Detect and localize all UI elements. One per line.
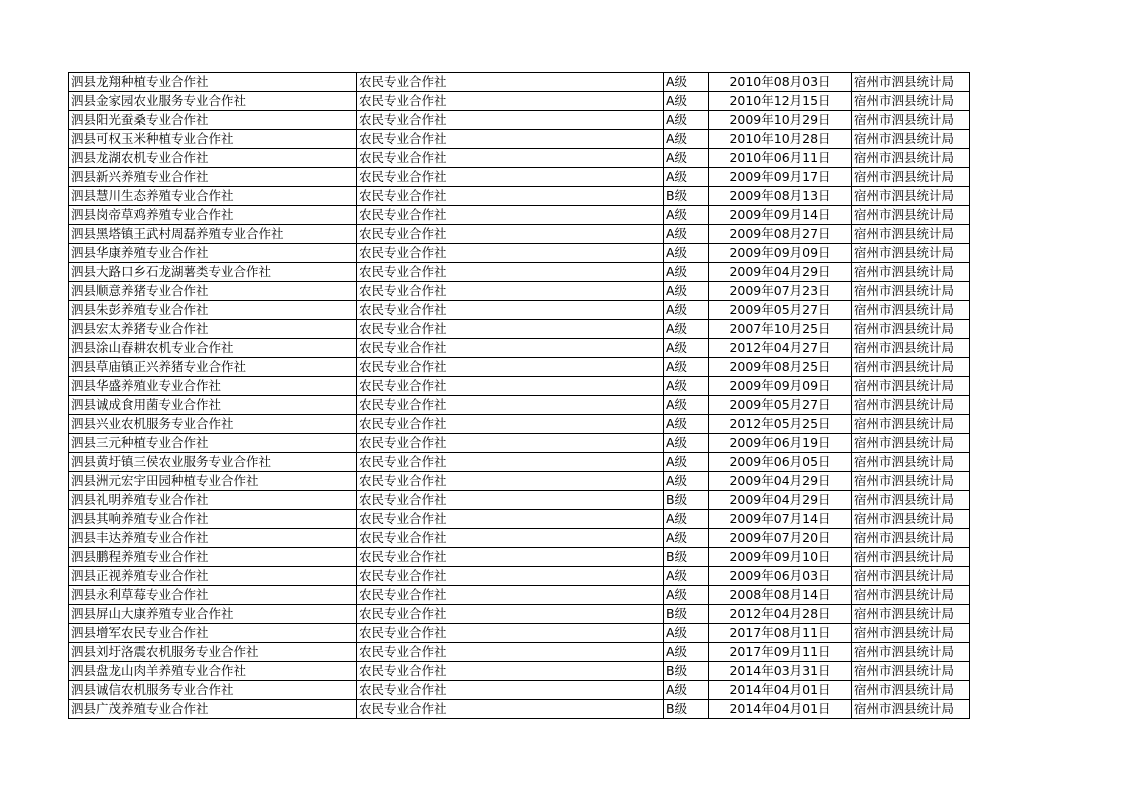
issuing-org-cell[interactable]: 宿州市泗县统计局 <box>852 472 970 491</box>
cooperative-type-cell[interactable]: 农民专业合作社 <box>357 225 664 244</box>
issuing-org-cell[interactable]: 宿州市泗县统计局 <box>852 92 970 111</box>
grade-cell[interactable]: A级 <box>664 92 709 111</box>
issuing-org-cell[interactable]: 宿州市泗县统计局 <box>852 187 970 206</box>
table-row <box>69 548 970 567</box>
date-cell[interactable]: 2010年10月28日 <box>709 130 852 149</box>
cooperative-type-cell[interactable]: 农民专业合作社 <box>357 529 664 548</box>
cooperative-type-cell[interactable]: 农民专业合作社 <box>357 168 664 187</box>
date-cell[interactable]: 2007年10月25日 <box>709 320 852 339</box>
cooperative-table <box>68 72 970 719</box>
table-row <box>69 700 970 719</box>
issuing-org-cell[interactable]: 宿州市泗县统计局 <box>852 548 970 567</box>
cooperative-type-cell[interactable]: 农民专业合作社 <box>357 111 664 130</box>
issuing-org-cell[interactable]: 宿州市泗县统计局 <box>852 453 970 472</box>
cooperative-type-cell[interactable]: 农民专业合作社 <box>357 624 664 643</box>
cooperative-name-cell[interactable]: 泗县黑塔镇王武村周磊养殖专业合作社 <box>69 225 357 244</box>
cooperative-name-cell[interactable]: 泗县丰达养殖专业合作社 <box>69 529 357 548</box>
issuing-org-cell[interactable]: 宿州市泗县统计局 <box>852 605 970 624</box>
table-row <box>69 377 970 396</box>
table-row <box>69 282 970 301</box>
issuing-org-cell[interactable]: 宿州市泗县统计局 <box>852 358 970 377</box>
issuing-org-cell[interactable]: 宿州市泗县统计局 <box>852 73 970 92</box>
issuing-org-cell[interactable]: 宿州市泗县统计局 <box>852 263 970 282</box>
grade-cell[interactable]: B级 <box>664 700 709 719</box>
cooperative-name-cell[interactable]: 泗县顺意养猪专业合作社 <box>69 282 357 301</box>
table-row <box>69 415 970 434</box>
issuing-org-cell[interactable]: 宿州市泗县统计局 <box>852 567 970 586</box>
date-cell[interactable]: 2009年07月23日 <box>709 282 852 301</box>
cooperative-name-cell[interactable]: 泗县华康养殖专业合作社 <box>69 244 357 263</box>
grade-cell[interactable]: A级 <box>664 681 709 700</box>
cooperative-type-cell[interactable]: 农民专业合作社 <box>357 92 664 111</box>
date-cell[interactable]: 2009年04月29日 <box>709 263 852 282</box>
table-row <box>69 662 970 681</box>
issuing-org-cell[interactable]: 宿州市泗县统计局 <box>852 377 970 396</box>
grade-cell[interactable]: A级 <box>664 624 709 643</box>
cooperative-name-cell[interactable]: 泗县慧川生态养殖专业合作社 <box>69 187 357 206</box>
grade-cell[interactable]: A级 <box>664 472 709 491</box>
table-row <box>69 472 970 491</box>
date-cell[interactable]: 2012年05月25日 <box>709 415 852 434</box>
table-row <box>69 301 970 320</box>
cooperative-name-cell[interactable]: 泗县新兴养殖专业合作社 <box>69 168 357 187</box>
date-cell[interactable]: 2017年08月11日 <box>709 624 852 643</box>
date-cell[interactable]: 2009年09月10日 <box>709 548 852 567</box>
issuing-org-cell[interactable]: 宿州市泗县统计局 <box>852 111 970 130</box>
date-cell[interactable]: 2009年08月25日 <box>709 358 852 377</box>
grade-cell[interactable]: A级 <box>664 320 709 339</box>
issuing-org-cell[interactable]: 宿州市泗县统计局 <box>852 244 970 263</box>
grade-cell[interactable]: A级 <box>664 377 709 396</box>
table-row <box>69 73 970 92</box>
cooperative-name-cell[interactable]: 泗县其响养殖专业合作社 <box>69 510 357 529</box>
grade-cell[interactable]: A级 <box>664 206 709 225</box>
cooperative-name-cell[interactable]: 泗县鹏程养殖专业合作社 <box>69 548 357 567</box>
issuing-org-cell[interactable]: 宿州市泗县统计局 <box>852 529 970 548</box>
cooperative-name-cell[interactable]: 泗县金家园农业服务专业合作社 <box>69 92 357 111</box>
cooperative-name-cell[interactable]: 泗县黄圩镇三侯农业服务专业合作社 <box>69 453 357 472</box>
cooperative-name-cell[interactable]: 泗县增军农民专业合作社 <box>69 624 357 643</box>
cooperative-name-cell[interactable]: 泗县草庙镇正兴养猪专业合作社 <box>69 358 357 377</box>
grade-cell[interactable]: A级 <box>664 225 709 244</box>
table-row <box>69 358 970 377</box>
date-cell[interactable]: 2014年03月31日 <box>709 662 852 681</box>
cooperative-name-cell[interactable]: 泗县华盛养殖业专业合作社 <box>69 377 357 396</box>
cooperative-name-cell[interactable]: 泗县盘龙山肉羊养殖专业合作社 <box>69 662 357 681</box>
grade-cell[interactable]: B级 <box>664 187 709 206</box>
cooperative-type-cell[interactable]: 农民专业合作社 <box>357 700 664 719</box>
cooperative-type-cell[interactable]: 农民专业合作社 <box>357 567 664 586</box>
issuing-org-cell[interactable]: 宿州市泗县统计局 <box>852 662 970 681</box>
issuing-org-cell[interactable]: 宿州市泗县统计局 <box>852 320 970 339</box>
cooperative-name-cell[interactable]: 泗县宏太养猪专业合作社 <box>69 320 357 339</box>
cooperative-name-cell[interactable]: 泗县永利草莓专业合作社 <box>69 586 357 605</box>
table-row <box>69 206 970 225</box>
table-row <box>69 168 970 187</box>
date-cell[interactable]: 2009年07月14日 <box>709 510 852 529</box>
date-cell[interactable]: 2014年04月01日 <box>709 681 852 700</box>
date-cell[interactable]: 2009年09月17日 <box>709 168 852 187</box>
issuing-org-cell[interactable]: 宿州市泗县统计局 <box>852 434 970 453</box>
table-row <box>69 434 970 453</box>
date-cell[interactable]: 2009年06月05日 <box>709 453 852 472</box>
cooperative-name-cell[interactable]: 泗县大路口乡石龙湖薯类专业合作社 <box>69 263 357 282</box>
date-cell[interactable]: 2009年04月29日 <box>709 472 852 491</box>
date-cell[interactable]: 2014年04月01日 <box>709 700 852 719</box>
cooperative-type-cell[interactable]: 农民专业合作社 <box>357 415 664 434</box>
cooperative-name-cell[interactable]: 泗县礼明养殖专业合作社 <box>69 491 357 510</box>
cooperative-type-cell[interactable]: 农民专业合作社 <box>357 149 664 168</box>
table-row <box>69 244 970 263</box>
cooperative-name-cell[interactable]: 泗县阳光蚕桑专业合作社 <box>69 111 357 130</box>
grade-cell[interactable]: A级 <box>664 510 709 529</box>
cooperative-name-cell[interactable]: 泗县三元种植专业合作社 <box>69 434 357 453</box>
grade-cell[interactable]: A级 <box>664 358 709 377</box>
cooperative-type-cell[interactable]: 农民专业合作社 <box>357 187 664 206</box>
date-cell[interactable]: 2010年12月15日 <box>709 92 852 111</box>
grade-cell[interactable]: A级 <box>664 263 709 282</box>
issuing-org-cell[interactable]: 宿州市泗县统计局 <box>852 206 970 225</box>
cooperative-name-cell[interactable]: 泗县刘圩洛震农机服务专业合作社 <box>69 643 357 662</box>
date-cell[interactable]: 2009年04月29日 <box>709 491 852 510</box>
grade-cell[interactable]: A级 <box>664 567 709 586</box>
cooperative-name-cell[interactable]: 泗县洲元宏宇田园种植专业合作社 <box>69 472 357 491</box>
cooperative-name-cell[interactable]: 泗县龙翔种植专业合作社 <box>69 73 357 92</box>
grade-cell[interactable]: A级 <box>664 168 709 187</box>
table-row <box>69 643 970 662</box>
grade-cell[interactable]: A级 <box>664 282 709 301</box>
cooperative-type-cell[interactable]: 农民专业合作社 <box>357 472 664 491</box>
issuing-org-cell[interactable]: 宿州市泗县统计局 <box>852 130 970 149</box>
cooperative-type-cell[interactable]: 农民专业合作社 <box>357 681 664 700</box>
cooperative-name-cell[interactable]: 泗县朱彭养殖专业合作社 <box>69 301 357 320</box>
grade-cell[interactable]: A级 <box>664 73 709 92</box>
cooperative-name-cell[interactable]: 泗县诚信农机服务专业合作社 <box>69 681 357 700</box>
date-cell[interactable]: 2010年06月11日 <box>709 149 852 168</box>
cooperative-type-cell[interactable]: 农民专业合作社 <box>357 434 664 453</box>
table-row <box>69 396 970 415</box>
date-cell[interactable]: 2009年08月13日 <box>709 187 852 206</box>
issuing-org-cell[interactable]: 宿州市泗县统计局 <box>852 681 970 700</box>
issuing-org-cell[interactable]: 宿州市泗县统计局 <box>852 301 970 320</box>
table-row <box>69 491 970 510</box>
cooperative-type-cell[interactable]: 农民专业合作社 <box>357 320 664 339</box>
cooperative-name-cell[interactable]: 泗县正视养殖专业合作社 <box>69 567 357 586</box>
table-row <box>69 605 970 624</box>
cooperative-type-cell[interactable]: 农民专业合作社 <box>357 396 664 415</box>
table-row <box>69 130 970 149</box>
table-row <box>69 92 970 111</box>
date-cell[interactable]: 2009年08月27日 <box>709 225 852 244</box>
cooperative-name-cell[interactable]: 泗县广茂养殖专业合作社 <box>69 700 357 719</box>
table-row <box>69 510 970 529</box>
cooperative-name-cell[interactable]: 泗县涂山春耕农机专业合作社 <box>69 339 357 358</box>
issuing-org-cell[interactable]: 宿州市泗县统计局 <box>852 396 970 415</box>
cooperative-name-cell[interactable]: 泗县兴业农机服务专业合作社 <box>69 415 357 434</box>
date-cell[interactable]: 2009年05月27日 <box>709 396 852 415</box>
table-row <box>69 453 970 472</box>
cooperative-type-cell[interactable]: 农民专业合作社 <box>357 662 664 681</box>
cooperative-type-cell[interactable]: 农民专业合作社 <box>357 130 664 149</box>
grade-cell[interactable]: B级 <box>664 548 709 567</box>
date-cell[interactable]: 2012年04月27日 <box>709 339 852 358</box>
cooperative-type-cell[interactable]: 农民专业合作社 <box>357 263 664 282</box>
issuing-org-cell[interactable]: 宿州市泗县统计局 <box>852 339 970 358</box>
grade-cell[interactable]: A级 <box>664 339 709 358</box>
grade-cell[interactable]: A级 <box>664 244 709 263</box>
table-row <box>69 320 970 339</box>
grade-cell[interactable]: A级 <box>664 130 709 149</box>
cooperative-type-cell[interactable]: 农民专业合作社 <box>357 282 664 301</box>
grade-cell[interactable]: B级 <box>664 491 709 510</box>
issuing-org-cell[interactable]: 宿州市泗县统计局 <box>852 415 970 434</box>
cooperative-type-cell[interactable]: 农民专业合作社 <box>357 510 664 529</box>
cooperative-type-cell[interactable]: 农民专业合作社 <box>357 586 664 605</box>
date-cell[interactable]: 2009年10月29日 <box>709 111 852 130</box>
issuing-org-cell[interactable]: 宿州市泗县统计局 <box>852 510 970 529</box>
grade-cell[interactable]: B级 <box>664 605 709 624</box>
date-cell[interactable]: 2009年09月09日 <box>709 244 852 263</box>
issuing-org-cell[interactable]: 宿州市泗县统计局 <box>852 700 970 719</box>
cooperative-type-cell[interactable]: 农民专业合作社 <box>357 339 664 358</box>
table-row <box>69 149 970 168</box>
issuing-org-cell[interactable]: 宿州市泗县统计局 <box>852 168 970 187</box>
issuing-org-cell[interactable]: 宿州市泗县统计局 <box>852 643 970 662</box>
table-row <box>69 567 970 586</box>
table-body <box>69 73 970 719</box>
date-cell[interactable]: 2009年09月09日 <box>709 377 852 396</box>
issuing-org-cell[interactable]: 宿州市泗县统计局 <box>852 586 970 605</box>
date-cell[interactable]: 2012年04月28日 <box>709 605 852 624</box>
grade-cell[interactable]: A级 <box>664 396 709 415</box>
grade-cell[interactable]: A级 <box>664 586 709 605</box>
table-row <box>69 111 970 130</box>
cooperative-type-cell[interactable]: 农民专业合作社 <box>357 643 664 662</box>
date-cell[interactable]: 2010年08月03日 <box>709 73 852 92</box>
cooperative-type-cell[interactable]: 农民专业合作社 <box>357 244 664 263</box>
grade-cell[interactable]: A级 <box>664 434 709 453</box>
cooperative-name-cell[interactable]: 泗县可权玉米种植专业合作社 <box>69 130 357 149</box>
date-cell[interactable]: 2009年06月03日 <box>709 567 852 586</box>
issuing-org-cell[interactable]: 宿州市泗县统计局 <box>852 282 970 301</box>
grade-cell[interactable]: A级 <box>664 415 709 434</box>
table-row <box>69 339 970 358</box>
date-cell[interactable]: 2009年09月14日 <box>709 206 852 225</box>
grade-cell[interactable]: A级 <box>664 149 709 168</box>
cooperative-name-cell[interactable]: 泗县屏山大康养殖专业合作社 <box>69 605 357 624</box>
table-row <box>69 263 970 282</box>
grade-cell[interactable]: A级 <box>664 453 709 472</box>
cooperative-type-cell[interactable]: 农民专业合作社 <box>357 301 664 320</box>
date-cell[interactable]: 2009年05月27日 <box>709 301 852 320</box>
grade-cell[interactable]: A级 <box>664 643 709 662</box>
issuing-org-cell[interactable]: 宿州市泗县统计局 <box>852 225 970 244</box>
grade-cell[interactable]: A级 <box>664 301 709 320</box>
table-row <box>69 624 970 643</box>
table-row <box>69 187 970 206</box>
date-cell[interactable]: 2008年08月14日 <box>709 586 852 605</box>
cooperative-type-cell[interactable]: 农民专业合作社 <box>357 491 664 510</box>
cooperative-name-cell[interactable]: 泗县岗帝草鸡养殖专业合作社 <box>69 206 357 225</box>
issuing-org-cell[interactable]: 宿州市泗县统计局 <box>852 149 970 168</box>
date-cell[interactable]: 2009年06月19日 <box>709 434 852 453</box>
table-row <box>69 681 970 700</box>
grade-cell[interactable]: B级 <box>664 662 709 681</box>
cooperative-type-cell[interactable]: 农民专业合作社 <box>357 605 664 624</box>
cooperative-type-cell[interactable]: 农民专业合作社 <box>357 206 664 225</box>
issuing-org-cell[interactable]: 宿州市泗县统计局 <box>852 491 970 510</box>
date-cell[interactable]: 2017年09月11日 <box>709 643 852 662</box>
cooperative-type-cell[interactable]: 农民专业合作社 <box>357 377 664 396</box>
grade-cell[interactable]: A级 <box>664 529 709 548</box>
table-row <box>69 225 970 244</box>
table-row <box>69 586 970 605</box>
cooperative-type-cell[interactable]: 农民专业合作社 <box>357 358 664 377</box>
date-cell[interactable]: 2009年07月20日 <box>709 529 852 548</box>
grade-cell[interactable]: A级 <box>664 111 709 130</box>
issuing-org-cell[interactable]: 宿州市泗县统计局 <box>852 624 970 643</box>
cooperative-type-cell[interactable]: 农民专业合作社 <box>357 453 664 472</box>
cooperative-name-cell[interactable]: 泗县诚成食用菌专业合作社 <box>69 396 357 415</box>
spreadsheet-page <box>68 72 970 719</box>
cooperative-type-cell[interactable]: 农民专业合作社 <box>357 73 664 92</box>
cooperative-name-cell[interactable]: 泗县龙湖农机专业合作社 <box>69 149 357 168</box>
cooperative-type-cell[interactable]: 农民专业合作社 <box>357 548 664 567</box>
table-row <box>69 529 970 548</box>
